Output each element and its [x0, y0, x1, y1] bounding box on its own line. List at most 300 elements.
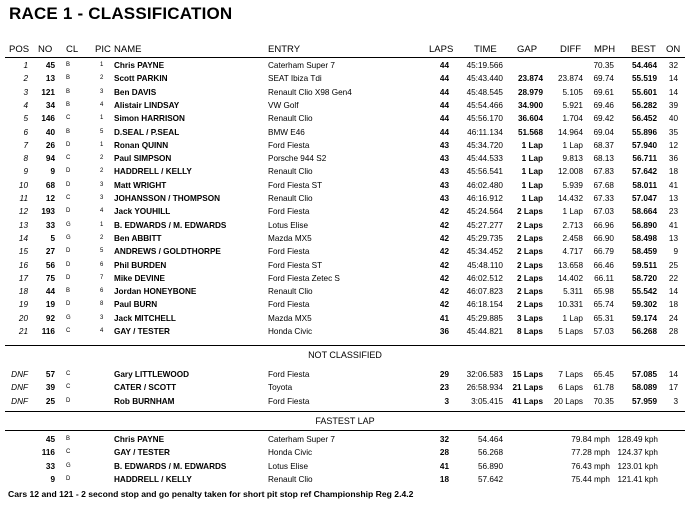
cell-on: 18 — [668, 167, 678, 177]
cell-name: Jack YOUHILL — [114, 207, 171, 217]
cell-no: 92 — [45, 313, 55, 323]
cell-pos: 9 — [23, 167, 28, 177]
header-entry: ENTRY — [268, 44, 301, 55]
header-laps: LAPS — [429, 44, 454, 55]
cell-mph: 65.98 — [593, 287, 614, 297]
cell-mph: 77.28 mph — [571, 448, 610, 458]
not-classified-heading: NOT CLASSIFIED — [308, 350, 382, 360]
cell-diff: 5.311 — [563, 287, 583, 297]
cell-time: 45:48.110 — [467, 260, 503, 270]
cell-pos: 10 — [18, 180, 28, 190]
cell-mph: 68.13 — [593, 154, 614, 164]
table-row — [0, 139, 690, 152]
cell-best: 57.085 — [631, 370, 657, 379]
cell-class: D — [66, 208, 71, 215]
cell-time: 46:07.823 — [466, 287, 503, 297]
cell-diff: 12.008 — [557, 167, 583, 177]
cell-mph: 66.96 — [593, 220, 614, 230]
cell-entry: SEAT Ibiza Tdi — [268, 74, 322, 84]
cell-gap: 1 Lap — [521, 194, 543, 203]
cell-no: 9 — [50, 474, 55, 484]
cell-laps: 42 — [439, 247, 449, 257]
cell-time: 45:34.720 — [466, 140, 503, 150]
table-row — [0, 381, 690, 394]
cell-entry: Ford Fiesta ST — [268, 180, 323, 190]
cell-pos: DNF — [11, 396, 28, 406]
cell-best: 58.011 — [632, 180, 657, 190]
cell-no: 45 — [45, 435, 55, 444]
cell-name: B. EDWARDS / M. EDWARDS — [114, 220, 227, 230]
cell-entry: Ford Fiesta — [268, 396, 310, 406]
table-row — [0, 395, 690, 408]
cell-pos: 8 — [23, 154, 28, 164]
cell-entry: Renault Clio X98 Gen4 — [268, 87, 352, 97]
cell-diff: 5 Laps — [558, 327, 583, 336]
cell-on: 35 — [668, 127, 678, 137]
cell-lap: 32 — [439, 435, 449, 444]
cell-on: 22 — [668, 273, 678, 283]
cell-no: 193 — [41, 207, 55, 217]
cell-time: 46:02.480 — [466, 180, 503, 190]
cell-best: 56.890 — [631, 220, 657, 230]
cell-time: 56.890 — [477, 461, 503, 471]
cell-no: 25 — [45, 396, 55, 406]
table-row — [0, 72, 690, 85]
header-on: ON — [666, 44, 681, 55]
cell-class: B — [66, 288, 71, 295]
table-row — [0, 99, 690, 112]
cell-laps: 42 — [439, 300, 449, 310]
cell-class: G — [66, 234, 71, 241]
cell-entry: Renault Clio — [268, 114, 313, 124]
cell-name: Ben DAVIS — [114, 87, 157, 97]
cell-gap: 2 Laps — [517, 207, 543, 217]
cell-class: B — [66, 436, 71, 442]
cell-mph: 69.04 — [593, 127, 614, 137]
cell-laps: 44 — [439, 74, 449, 84]
cell-pic: 3 — [100, 195, 104, 201]
cell-pos: 16 — [18, 260, 28, 270]
cell-laps: 43 — [439, 180, 449, 190]
fastest-lap-row — [0, 433, 690, 446]
cell-gap: 2 Laps — [517, 233, 543, 243]
header-mph: MPH — [594, 44, 616, 55]
footnote: Cars 12 and 121 - 2 second stop and go penalty taken for short pit stop ref Championship Reg 2.4.2 — [8, 489, 414, 499]
cell-entry: Caterham Super 7 — [268, 61, 335, 70]
cell-on: 23 — [668, 207, 678, 217]
cell-gap: 2 Laps — [517, 260, 543, 270]
cell-best: 58.498 — [631, 233, 657, 243]
cell-mph: 69.42 — [593, 114, 614, 124]
cell-diff: 13.658 — [557, 260, 583, 270]
cell-kph: 124.37 kph — [617, 448, 658, 458]
cell-name: Alistair LINDSAY — [114, 100, 180, 110]
cell-entry: BMW E46 — [268, 127, 305, 137]
table-row — [0, 298, 690, 311]
cell-entry: Ford Fiesta — [268, 300, 310, 310]
cell-class: G — [66, 221, 71, 228]
cell-diff: 10.331 — [557, 300, 583, 310]
header-diff: DIFF — [560, 44, 582, 55]
cell-pic: 8 — [100, 301, 104, 308]
cell-diff: 5.105 — [562, 87, 583, 97]
cell-laps: 43 — [439, 194, 449, 203]
cell-class: B — [66, 75, 71, 82]
cell-mph: 66.46 — [593, 260, 614, 270]
cell-laps: 42 — [439, 233, 449, 243]
cell-on: 28 — [668, 327, 678, 336]
cell-on: 14 — [668, 370, 678, 379]
cell-diff: 9.813 — [562, 154, 583, 164]
cell-class: C — [66, 195, 71, 201]
cell-entry: Renault Clio — [268, 167, 313, 177]
cell-no: 34 — [45, 100, 55, 110]
fastest-lap-row — [0, 473, 690, 486]
header-cl: CL — [66, 44, 79, 55]
cell-name: Paul BURN — [114, 300, 158, 310]
cell-entry: Ford Fiesta — [268, 247, 310, 257]
cell-time: 57.642 — [477, 474, 503, 484]
cell-diff: 1 Lap — [562, 313, 583, 323]
cell-no: 26 — [45, 140, 55, 150]
cell-pic: 6 — [100, 261, 104, 268]
cell-on: 41 — [668, 180, 678, 190]
cell-name: Ben ABBITT — [114, 233, 162, 243]
cell-diff: 23.874 — [557, 74, 583, 84]
cell-kph: 121.41 kph — [617, 474, 658, 484]
cell-best: 58.720 — [631, 273, 657, 283]
cell-diff: 14.964 — [557, 127, 583, 137]
cell-on: 14 — [668, 87, 678, 97]
cell-laps: 3 — [444, 396, 449, 406]
cell-best: 56.282 — [631, 100, 657, 110]
table-row — [0, 152, 690, 165]
cell-laps: 42 — [439, 287, 449, 297]
table-row — [0, 205, 690, 218]
cell-diff: 7 Laps — [558, 370, 583, 379]
cell-best: 59.511 — [632, 260, 657, 270]
cell-name: GAY / TESTER — [114, 327, 170, 336]
cell-on: 9 — [673, 247, 678, 257]
header-best: BEST — [631, 44, 656, 55]
table-row — [0, 368, 690, 381]
cell-pic: 1 — [100, 221, 104, 228]
cell-pos: 18 — [18, 287, 28, 297]
cell-diff: 5.939 — [562, 180, 583, 190]
cell-no: 12 — [45, 194, 55, 203]
table-row — [0, 86, 690, 99]
cell-diff: 5.921 — [562, 100, 583, 110]
cell-time: 45:56.541 — [466, 167, 503, 177]
cell-best: 57.047 — [631, 194, 657, 203]
cell-laps: 42 — [439, 260, 449, 270]
cell-mph: 70.35 — [593, 61, 614, 70]
cell-laps: 29 — [439, 370, 449, 379]
cell-no: 33 — [45, 461, 55, 471]
cell-entry: Mazda MX5 — [268, 313, 312, 323]
cell-class: D — [66, 181, 71, 188]
cell-laps: 43 — [439, 140, 449, 150]
cell-laps: 43 — [439, 154, 449, 164]
cell-best: 59.302 — [631, 300, 657, 310]
cell-name: Paul SIMPSON — [114, 154, 172, 164]
cell-on: 14 — [668, 287, 678, 297]
cell-mph: 69.74 — [593, 74, 614, 84]
cell-mph: 57.03 — [593, 327, 614, 336]
cell-mph: 70.35 — [593, 396, 614, 406]
cell-mph: 65.74 — [593, 300, 614, 310]
cell-entry: Ford Fiesta — [268, 207, 310, 217]
cell-gap: 1 Lap — [521, 154, 543, 164]
cell-name: Scott PARKIN — [114, 74, 168, 84]
cell-pos: 7 — [23, 140, 28, 150]
cell-no: 44 — [45, 287, 55, 297]
cell-pic: 4 — [100, 328, 104, 334]
cell-best: 57.642 — [631, 167, 657, 177]
table-row — [0, 59, 690, 72]
cell-time: 45:54.466 — [466, 100, 503, 110]
cell-time: 46:16.912 — [466, 194, 503, 203]
cell-diff: 1 Lap — [562, 140, 583, 150]
cell-name: D.SEAL / P.SEAL — [114, 127, 180, 137]
cell-mph: 75.44 mph — [571, 474, 610, 484]
cell-laps: 44 — [439, 100, 449, 110]
cell-mph: 66.90 — [593, 233, 614, 243]
cell-no: 57 — [45, 370, 55, 379]
cell-best: 54.464 — [631, 61, 657, 70]
cell-no: 5 — [50, 233, 55, 243]
cell-no: 39 — [45, 383, 55, 393]
cell-gap: 51.568 — [517, 127, 543, 137]
cell-laps: 42 — [439, 220, 449, 230]
cell-pic: 2 — [100, 234, 104, 241]
header-pic: PIC — [95, 44, 111, 55]
cell-name: HADDRELL / KELLY — [114, 167, 192, 177]
cell-time: 3:05.415 — [471, 396, 503, 406]
cell-pic: 1 — [100, 141, 104, 148]
cell-on: 14 — [668, 74, 678, 84]
cell-diff: 4.717 — [562, 247, 583, 257]
cell-pos: DNF — [11, 370, 28, 379]
cell-on: 36 — [668, 154, 678, 164]
cell-name: HADDRELL / KELLY — [114, 474, 192, 484]
cell-on: 40 — [668, 114, 678, 124]
cell-diff: 14.432 — [557, 194, 583, 203]
cell-no: 27 — [45, 247, 55, 257]
cell-time: 45:34.452 — [466, 247, 503, 257]
table-row — [0, 285, 690, 298]
cell-mph: 69.61 — [593, 87, 614, 97]
cell-entry: Toyota — [268, 383, 293, 393]
cell-on: 12 — [668, 140, 678, 150]
header-divider — [5, 57, 685, 58]
cell-lap: 28 — [439, 448, 449, 458]
cell-gap: 34.900 — [517, 100, 543, 110]
cell-gap: 2 Laps — [517, 247, 543, 257]
cell-name: Simon HARRISON — [114, 114, 185, 124]
cell-diff: 1 Lap — [562, 207, 583, 217]
cell-entry: Renault Clio — [268, 287, 313, 297]
fastest-lap-heading: FASTEST LAP — [315, 416, 375, 426]
cell-pos: 2 — [23, 74, 28, 84]
cell-class: D — [66, 248, 71, 255]
cell-mph: 66.79 — [593, 247, 614, 257]
cell-lap: 18 — [439, 474, 449, 484]
cell-pos: 3 — [23, 87, 28, 97]
cell-on: 3 — [673, 396, 678, 406]
cell-on: 39 — [668, 100, 678, 110]
cell-mph: 68.37 — [593, 140, 614, 150]
cell-name: Jack MITCHELL — [114, 313, 176, 323]
cell-entry: Honda Civic — [268, 448, 313, 458]
cell-on: 24 — [668, 313, 678, 323]
cell-time: 26:58.934 — [466, 383, 503, 393]
cell-pos: 19 — [18, 300, 28, 310]
fastest-lap-row — [0, 460, 690, 473]
cell-time: 45:24.564 — [466, 207, 503, 217]
cell-on: 13 — [668, 233, 678, 243]
cell-best: 59.174 — [631, 313, 657, 323]
table-row — [0, 312, 690, 325]
cell-time: 45:29.735 — [466, 233, 503, 243]
cell-mph: 67.33 — [593, 194, 614, 203]
cell-diff: 1.704 — [562, 114, 583, 124]
table-row — [0, 325, 690, 338]
cell-diff: 2.713 — [562, 220, 583, 230]
cell-name: Rob BURNHAM — [114, 396, 175, 406]
cell-on: 41 — [668, 220, 678, 230]
fastest-lap-header-divider — [5, 430, 685, 431]
cell-on: 18 — [668, 300, 678, 310]
fastest-lap-divider — [5, 411, 685, 412]
header-gap: GAP — [517, 44, 538, 55]
cell-no: 116 — [41, 448, 55, 458]
cell-class: C — [66, 328, 71, 334]
cell-time: 54.464 — [477, 435, 503, 444]
cell-diff: 6 Laps — [558, 383, 583, 393]
cell-gap: 1 Lap — [521, 140, 543, 150]
cell-on: 17 — [668, 383, 678, 393]
cell-entry: Ford Fiesta — [268, 140, 310, 150]
cell-mph: 66.11 — [594, 273, 614, 283]
cell-time: 45:56.170 — [466, 114, 503, 124]
cell-entry: Lotus Elise — [268, 461, 309, 471]
cell-pic: 3 — [100, 181, 104, 188]
header-time: TIME — [474, 44, 497, 55]
table-row — [0, 126, 690, 139]
cell-class: D — [66, 397, 71, 404]
cell-best: 58.459 — [631, 247, 657, 257]
cell-no: 56 — [45, 260, 55, 270]
cell-name: JOHANSSON / THOMPSON — [114, 194, 220, 203]
cell-name: Matt WRIGHT — [114, 180, 167, 190]
cell-no: 33 — [45, 220, 55, 230]
cell-pos: 21 — [18, 327, 28, 336]
cell-pic: 2 — [100, 75, 104, 82]
cell-time: 45:19.566 — [466, 61, 503, 70]
cell-pic: 3 — [100, 88, 104, 95]
cell-pic: 3 — [100, 314, 104, 321]
cell-name: Ronan QUINN — [114, 140, 169, 150]
cell-pic: 2 — [100, 168, 104, 175]
cell-kph: 123.01 kph — [617, 461, 658, 471]
cell-best: 56.268 — [631, 327, 657, 336]
cell-gap: 2 Laps — [517, 287, 543, 297]
cell-gap: 28.979 — [517, 87, 543, 97]
cell-pos: 5 — [23, 114, 28, 124]
cell-time: 32:06.583 — [466, 370, 503, 379]
cell-pic: 4 — [100, 208, 104, 215]
cell-pic: 1 — [100, 115, 104, 122]
cell-name: Phil BURDEN — [114, 260, 167, 270]
cell-name: B. EDWARDS / M. EDWARDS — [114, 461, 227, 471]
cell-entry: Ford Fiesta Zetec S — [268, 273, 340, 283]
cell-time: 45:44.533 — [466, 154, 503, 164]
cell-class: C — [66, 384, 71, 391]
cell-pos: 14 — [18, 233, 28, 243]
cell-pos: 17 — [18, 273, 28, 283]
cell-laps: 44 — [439, 61, 449, 70]
cell-class: D — [66, 168, 71, 175]
cell-best: 57.959 — [631, 396, 657, 406]
cell-class: D — [66, 261, 71, 268]
cell-time: 45:44.821 — [466, 327, 503, 336]
cell-no: 40 — [45, 127, 55, 137]
cell-time: 45:43.440 — [466, 74, 503, 84]
cell-mph: 76.43 mph — [571, 461, 610, 471]
cell-mph: 67.03 — [593, 207, 614, 217]
cell-class: B — [66, 128, 71, 135]
cell-laps: 42 — [439, 207, 449, 217]
cell-mph: 61.78 — [593, 383, 614, 393]
cell-pic: 1 — [100, 62, 104, 68]
cell-time: 46:11.134 — [467, 127, 503, 137]
not-classified-divider — [5, 345, 685, 346]
cell-name: Gary LITTLEWOOD — [114, 370, 190, 379]
cell-best: 58.089 — [631, 383, 657, 393]
cell-no: 19 — [45, 300, 55, 310]
cell-mph: 65.45 — [593, 370, 614, 379]
cell-no: 75 — [45, 273, 55, 283]
cell-mph: 67.83 — [593, 167, 614, 177]
cell-pos: 4 — [23, 100, 28, 110]
cell-gap: 2 Laps — [517, 273, 543, 283]
cell-no: 9 — [50, 167, 55, 177]
cell-diff: 2.458 — [562, 233, 583, 243]
cell-best: 55.896 — [631, 127, 657, 137]
cell-gap: 21 Laps — [512, 383, 543, 393]
cell-entry: Mazda MX5 — [268, 233, 312, 243]
header-name: NAME — [114, 44, 142, 55]
cell-laps: 44 — [439, 114, 449, 124]
cell-best: 58.664 — [631, 207, 657, 217]
cell-pos: 11 — [19, 194, 28, 203]
cell-pos: 13 — [18, 220, 28, 230]
table-row — [0, 219, 690, 232]
cell-mph: 69.46 — [593, 100, 614, 110]
cell-no: 68 — [45, 180, 55, 190]
table-row — [0, 192, 690, 205]
table-row — [0, 272, 690, 285]
cell-name: Jordan HONEYBONE — [114, 287, 197, 297]
table-row — [0, 165, 690, 178]
table-row — [0, 179, 690, 192]
cell-pos: 6 — [23, 127, 28, 137]
cell-class: D — [66, 274, 71, 281]
cell-gap: 8 Laps — [517, 327, 543, 336]
cell-diff: 14.402 — [557, 273, 583, 283]
cell-no: 45 — [45, 61, 55, 70]
